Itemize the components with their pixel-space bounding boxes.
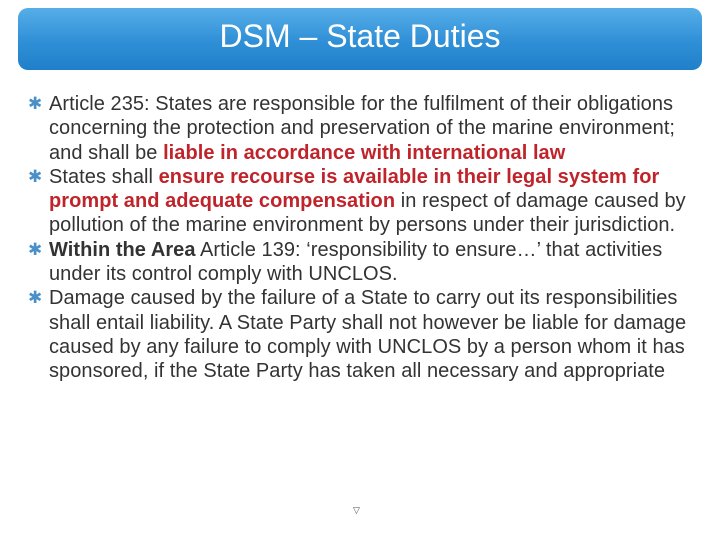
asterisk-bullet-icon: ✱ [28, 239, 43, 259]
bullet-highlight: ensure recourse is available in their legal system for prompt and adequate compensation [49, 165, 660, 213]
bullet-text: Article 235: States are responsible for the fulfilment of their obligations concerning the protection and preservation of the marine environment; and shall be [49, 93, 676, 164]
page-marker-glyph: ▽ [353, 505, 360, 515]
asterisk-bullet-icon: ✱ [28, 94, 43, 113]
asterisk-bullet-icon: ✱ [28, 288, 43, 308]
bullet-text: Article 139: ‘responsibility to ensure…’ that activities under its control comply with UNCLOS. [49, 238, 663, 286]
slide-title-bar [18, 8, 702, 70]
bullet-item [28, 92, 708, 165]
bullet-list [28, 92, 708, 384]
bullet-text: Damage caused by the failure of a State to carry out its responsibilities shall entail liability. A State Party shall not however be liable for damage caused by any failure to comply with UNCLOS by a person whom it has sponsored, if the State Party has taken all necessary and appropriate [49, 287, 687, 383]
asterisk-bullet-icon: ✱ [28, 166, 43, 186]
bullet-item [28, 286, 708, 383]
bullet-highlight: liable in accordance with international law [163, 141, 566, 164]
bullet-item [28, 165, 708, 238]
bullet-item [28, 238, 708, 287]
bullet-text: in respect of damage caused by pollution of the marine environment by persons under their jurisdiction. [49, 190, 686, 237]
bullet-text: States shall [49, 165, 159, 188]
bullet-bold: Within the Area [49, 238, 196, 261]
slide-title: DSM – State Duties [219, 18, 501, 54]
